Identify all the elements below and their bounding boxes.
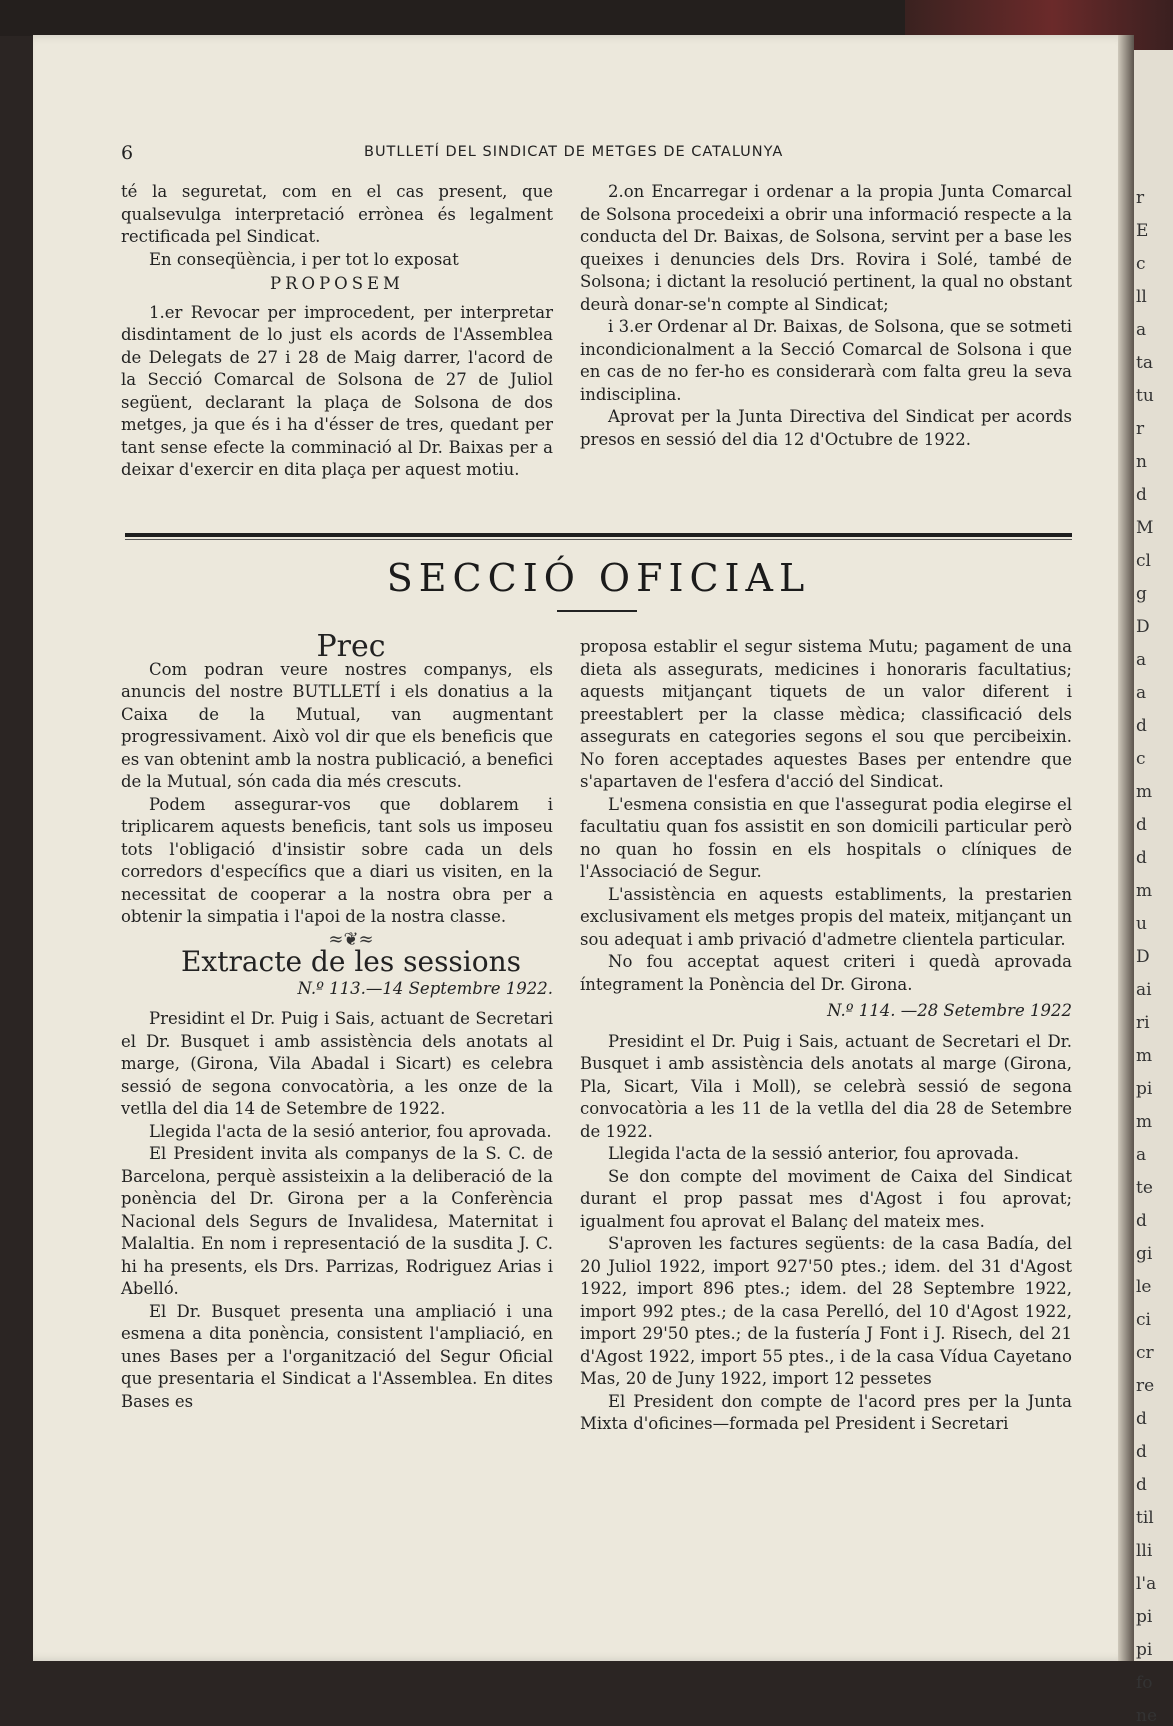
paragraph: No fou acceptat aquest criteri i quedà aprovada íntegrament la Ponència del Dr. Girona. <box>580 952 1072 994</box>
page-number: 6 <box>121 142 134 164</box>
facing-page-fragment: pi <box>1136 1640 1153 1660</box>
facing-page-fragment: m <box>1136 881 1153 901</box>
facing-page-fragment: pi <box>1136 1607 1153 1627</box>
facing-page-fragment: u <box>1136 914 1147 934</box>
paragraph: Se don compte del moviment de Caixa del Sindicat durant el prop passat mes d'Agost i fou aprovat; igualment fou aprovat el Balanç del mateix mes. <box>580 1166 1072 1231</box>
facing-page-fragment: m <box>1136 782 1153 802</box>
facing-page-sliver <box>1134 50 1173 1726</box>
facing-page-fragment: a <box>1136 1145 1147 1165</box>
facing-page-fragment: ai <box>1136 980 1152 1000</box>
session-114-title: N.º 114. —28 Setembre 1922 <box>827 1001 1072 1020</box>
facing-page-fragment: cr <box>1136 1343 1154 1363</box>
bottom-left-column <box>121 629 553 1413</box>
facing-page-fragment: pi <box>1136 1079 1153 1099</box>
facing-page-fragment: d <box>1136 485 1147 505</box>
paragraph: 2.on Encarregar i ordenar a la propia Junta Comarcal de Solsona procedeixi a obrir una informació respecte a la conducta del Dr. Baixas, de Solsona, servint per a base les queixes i denuncies dels Drs. Rovira i Solé, també de Solsona; i dictant la resolució pertinent, la qual no obstant deurà donar-se'n compte al Sindicat; <box>580 182 1072 314</box>
facing-page-fragment: ll <box>1136 287 1147 307</box>
facing-page-fragment: ci <box>1136 1310 1151 1330</box>
facing-page-fragment: re <box>1136 1376 1155 1396</box>
facing-page-fragment: m <box>1136 1112 1153 1132</box>
section-title: SECCIÓ OFICIAL <box>386 556 811 600</box>
facing-page-fragment: a <box>1136 683 1147 703</box>
facing-page-fragment: D <box>1136 947 1150 967</box>
paragraph: proposa establir el segur sistema Mutu; pagament de una dieta als assegurats, medicines i honoraris facultatius; aquests mitjançant tiquets de un valor diferent i preestablert per la classe mèdica; classificació dels assegurats en categories segons el sou que percibeixin. No foren acceptades aquestes Bases per entendre que s'apartaven de l'esfera d'acció del Sindicat. <box>580 637 1072 791</box>
paragraph: i 3.er Ordenar al Dr. Baixas, de Solsona, que se sotmeti incondicionalment a la Secció Comarcal de Solsona i que en cas de no fer-ho es considerarà com falta greu la seva indisciplina. <box>580 317 1072 404</box>
top-left-column <box>121 181 553 482</box>
facing-page-fragment: ne <box>1136 1706 1158 1726</box>
facing-page-fragment: le <box>1136 1277 1152 1297</box>
paragraph: 1.er Revocar per improcedent, per interpretar disdintament de lo just els acords de l'Assemblea de Delegats de 27 i 28 de Maig darrer, l'acord de la Secció Comarcal de Solsona de 27 de Juliol següent, declarant la plaça de Solsona de dos metges, ja que és i ha d'ésser de tres, quedant per tant sense efecte la comminació al Dr. Baixas per a deixar d'exercir en dita plaça per aquest motiu. <box>121 302 553 479</box>
facing-page-fragment: D <box>1136 617 1150 637</box>
paragraph: té la seguretat, com en el cas present, que qualsevulga interpretació errònea és legalment rectificada pel Sindicat. <box>121 182 553 246</box>
paragraph: Aprovat per la Junta Directiva del Sindicat per acords presos en sessió del dia 12 d'Octubre de 1922. <box>580 407 1072 449</box>
facing-page-fragment: d <box>1136 848 1147 868</box>
facing-page-fragment: r <box>1136 419 1145 439</box>
paragraph: El President don compte de l'acord pres per la Junta Mixta d'oficines—formada pel President i Secretari <box>580 1391 1072 1433</box>
facing-page-fragment: m <box>1136 1046 1153 1066</box>
facing-page-fragment: d <box>1136 1442 1147 1462</box>
facing-page-fragment: gi <box>1136 1244 1153 1264</box>
paragraph: L'esmena consistia en que l'assegurat podia elegirse el facultatiu quan fos assistit en son domicili particular però no quan ho fossin en els hospitals o clíniques de l'Associació de Segur. <box>580 794 1072 881</box>
facing-page-fragment: c <box>1136 749 1146 769</box>
paragraph: Presidint el Dr. Puig i Sais, actuant de Secretari el Dr. Busquet i amb assistència dels anotats al marge (Girona, Pla, Sicart, Vila i Moll), se celebrà sessió de segona convocatòria a les 11 de la vetlla del dia 28 de Setembre de 1922. <box>580 1031 1072 1141</box>
page-gutter-shadow <box>1118 35 1134 1661</box>
proposem-heading: PROPOSEM <box>270 274 404 293</box>
facing-page-fragment: d <box>1136 716 1147 736</box>
section-divider-thin <box>125 539 1072 540</box>
running-header: BUTLLETÍ DEL SINDICAT DE METGES DE CATALUNYA <box>364 144 784 160</box>
facing-page-fragment: n <box>1136 452 1147 472</box>
facing-page-fragment: d <box>1136 1475 1147 1495</box>
facing-page-fragment: ri <box>1136 1013 1150 1033</box>
ornament-divider: ≈❦≈ <box>328 928 374 950</box>
extracte-heading: Extracte de les sessions <box>180 945 522 978</box>
facing-page-fragment: lli <box>1136 1541 1153 1561</box>
facing-page-fragment: te <box>1136 1178 1153 1198</box>
bottom-right-column <box>580 636 1072 1436</box>
facing-page-fragment: l'a <box>1136 1574 1157 1594</box>
facing-page-fragment: cl <box>1136 551 1151 571</box>
prec-heading: Prec <box>316 629 386 664</box>
facing-page-fragment: tu <box>1136 386 1154 406</box>
facing-page-fragment: ta <box>1136 353 1153 373</box>
facing-page-fragment: a <box>1136 320 1147 340</box>
paragraph: Llegida l'acta de la sesió anterior, fou aprovada. <box>149 1121 552 1141</box>
paragraph: L'assistència en aquests establiments, la prestarien exclusivament els metges propis del mateix, mitjançant un sou adequat i amb privació d'admetre clientela particular. <box>580 884 1072 949</box>
facing-page-fragment: E <box>1136 221 1149 241</box>
paragraph: Podem assegurar-vos que doblarem i triplicarem aquests beneficis, tant sols us imposeu tots l'obligació d'insistir sobre cada un dels corredors d'específics que a diari us visiten, en la necessitat de cooperar a la nostra obra per a obtenir la simpatia i l'apoi de la nostra classe. <box>121 794 553 926</box>
paragraph: El Dr. Busquet presenta una ampliació i una esmena a dita ponència, consistent l'ampliació, en unes Bases per a l'organització del Segur Oficial que presentaria el Sindicat a l'Assemblea. En dites Bases es <box>121 1301 553 1411</box>
paragraph: El President invita als companys de la S. C. de Barcelona, perquè assisteixin a la deliberació de la ponència del Dr. Girona per a la Conferència Nacional dels Segurs de Invalidesa, Maternitat i Malaltia. En nom i representació de la susdita J. C. hi ha presents, els Drs. Parrizas, Rodriguez Arias i Abelló. <box>121 1144 553 1298</box>
facing-page-fragment: a <box>1136 650 1147 670</box>
facing-page-fragment: r <box>1136 188 1145 208</box>
facing-page-fragment: c <box>1136 254 1146 274</box>
top-right-column <box>580 181 1072 451</box>
paragraph: Com podran veure nostres companys, els anuncis del nostre BUTLLETÍ i els donatius a la Caixa de la Mutual, van augmentant progressivament. Això vol dir que els beneficis que es van obtenint amb la nostra publicació, a benefici de la Mutual, són cada dia més crescuts. <box>121 659 553 791</box>
session-113-title: N.º 113.—14 Septembre 1922. <box>297 978 553 998</box>
paragraph: S'aproven les factures següents: de la casa Badía, del 20 Juliol 1922, import 927'50 ptes.; idem. del 31 d'Agost 1922, import 896 ptes.; idem. del 28 Septembre 1922, import 992 ptes.; de la casa Perelló, del 10 d'Agost 1922, import 29'50 ptes.; de la fustería J Font i J. Risech, del 21 d'Agost 1922, import 55 ptes., i de la casa Vídua Cayetano Mas, 20 de Juny 1922, import 12 pessetes <box>580 1234 1072 1388</box>
facing-page-fragment: d <box>1136 1211 1147 1231</box>
paragraph: Presidint el Dr. Puig i Sais, actuant de Secretari el Dr. Busquet i amb assistència dels anotats al marge, (Girona, Vila Abadal i Sicart) es celebra sessió de segona convocatòria, a les onze de la vetlla del dia 14 de Setembre de 1922. <box>121 1009 553 1118</box>
facing-page-fragment: d <box>1136 1409 1147 1429</box>
facing-page-fragment: fo <box>1136 1673 1153 1693</box>
section-divider <box>125 533 1072 537</box>
facing-page-fragment: d <box>1136 815 1147 835</box>
facing-page-fragment: g <box>1136 584 1147 604</box>
section-title-underline <box>557 610 637 612</box>
facing-page-fragment: M <box>1136 518 1154 538</box>
facing-page-fragment: til <box>1136 1508 1154 1528</box>
paragraph: Llegida l'acta de la sessió anterior, fou aprovada. <box>608 1144 1020 1163</box>
paragraph: En conseqüència, i per tot lo exposat <box>149 249 459 269</box>
